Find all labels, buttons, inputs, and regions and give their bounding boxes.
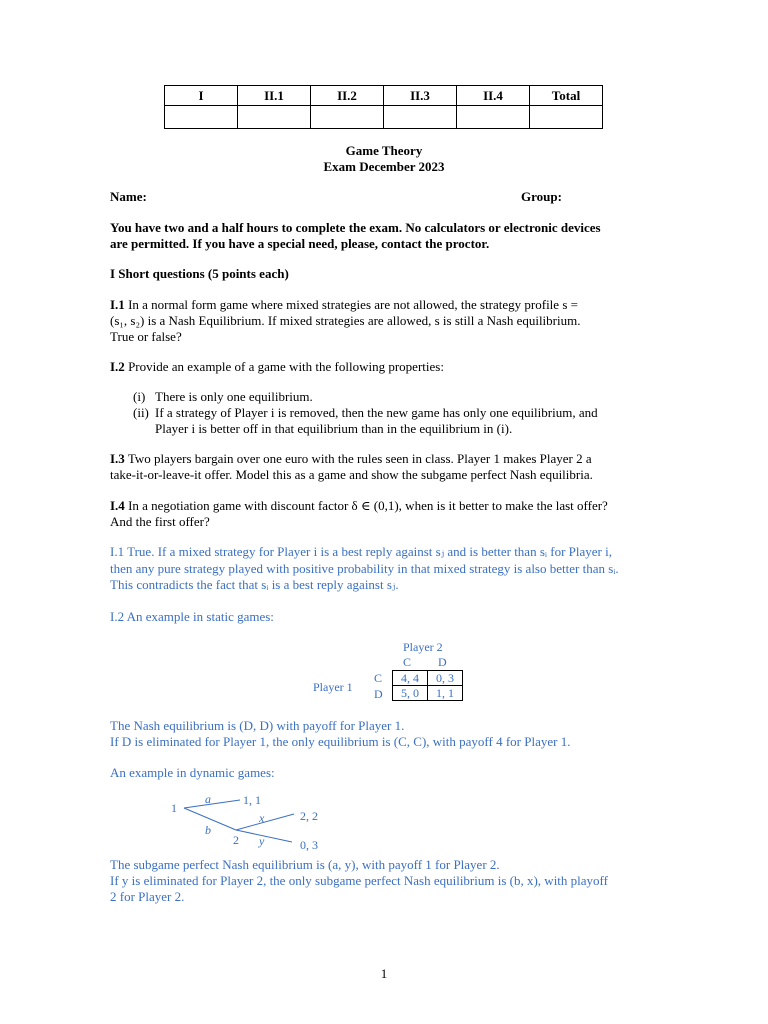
question-number: I.4 [110, 498, 125, 513]
score-table-header-row [165, 86, 603, 106]
question-1-line2: (s₁, s₂) is a Nash Equilibrium. If mixed strategies are allowed, s is still a Nash equilibrium. [110, 313, 581, 328]
question-number: I.1 [110, 297, 125, 312]
answer-text: An example in static games: [124, 609, 274, 624]
game-tree [160, 788, 340, 852]
instructions-line1: You have two and a half hours to complete the exam. No calculators or electronic devices [110, 220, 601, 235]
question-1-line3: True or false? [110, 329, 182, 344]
section-heading: I Short questions (5 points each) [110, 266, 289, 281]
payoff-matrix [392, 670, 463, 701]
tree-action-b: b [205, 823, 211, 837]
score-table [164, 85, 603, 129]
answer-1-line2: then any pure strategy played with positive probability in that mixed strategy is also better than sᵢ. [110, 561, 619, 576]
matrix-row-label-d: D [374, 687, 383, 701]
score-header-cell: II.3 [384, 86, 457, 106]
matrix-row [393, 686, 463, 701]
answer-2-dynamic-line2: If y is eliminated for Player 2, the only subgame perfect Nash equilibrium is (b, x), with playoff [110, 873, 608, 888]
list-marker-i: (i) [133, 389, 146, 404]
question-2-line1 [110, 359, 670, 375]
score-cell [311, 106, 384, 129]
answer-2-dynamic-line1: The subgame perfect Nash equilibrium is (a, y), with payoff 1 for Player 2. [110, 857, 500, 872]
score-header-cell: II.1 [238, 86, 311, 106]
matrix-row [393, 671, 463, 686]
answer-number: I.1 [110, 544, 125, 559]
question-number: I.2 [110, 359, 125, 374]
tree-action-a: a [205, 792, 211, 806]
group-label: Group: [521, 189, 562, 204]
list-item-ii-line1: If a strategy of Player i is removed, then the new game has only one equilibrium, and [155, 405, 598, 420]
question-3-line2: take-it-or-leave-it offer. Model this as a game and show the subgame perfect Nash equilibria. [110, 467, 593, 482]
question-1-line1 [110, 297, 670, 313]
question-3-line1 [110, 451, 670, 467]
score-header-cell: Total [530, 86, 603, 106]
list-item-ii-line2: Player i is better off in that equilibrium than in the equilibrium in (i). [155, 421, 513, 436]
answer-2-dynamic-line3: 2 for Player 2. [110, 889, 185, 904]
question-text: Provide an example of a game with the following properties: [124, 359, 444, 374]
name-label: Name: [110, 189, 147, 204]
answer-number: I.2 [110, 609, 125, 624]
answer-text: True. If a mixed strategy for Player i is a best reply against sⱼ and is better than sᵢ for Player i, [124, 544, 612, 559]
matrix-row-label-c: C [374, 671, 383, 685]
answer-1-line1 [110, 544, 670, 560]
instructions-line2: are permitted. If you have a special need, please, contact the proctor. [110, 236, 490, 251]
answer-1-line3: This contradicts the fact that sᵢ is a best reply against sⱼ. [110, 577, 399, 592]
matrix-cell: 0, 3 [428, 671, 463, 686]
matrix-player2-label: Player 2 [403, 640, 443, 654]
matrix-col-label-d: D [438, 655, 447, 669]
question-4-line1 [110, 498, 670, 514]
title-line2: Exam December 2023 [323, 159, 445, 174]
score-cell [457, 106, 530, 129]
score-cell [165, 106, 238, 129]
matrix-col-label-c: C [403, 655, 412, 669]
matrix-cell: 1, 1 [428, 686, 463, 701]
question-4-line2: And the first offer? [110, 514, 210, 529]
score-header-cell: I [165, 86, 238, 106]
tree-branch-a [184, 800, 240, 808]
matrix-cell: 4, 4 [393, 671, 428, 686]
exam-title [0, 143, 768, 175]
matrix-player1-label: Player 1 [313, 680, 353, 694]
tree-branch-x [236, 814, 294, 830]
list-marker-ii: (ii) [133, 405, 149, 420]
question-number: I.3 [110, 451, 125, 466]
tree-action-y: y [259, 834, 265, 848]
score-header-cell: II.4 [457, 86, 530, 106]
question-text: In a normal form game where mixed strategies are not allowed, the strategy profile s = [124, 297, 578, 312]
question-text: In a negotiation game with discount factor δ ∈ (0,1), when is it better to make the last offer? [124, 498, 608, 513]
tree-payoff-x: 2, 2 [300, 809, 318, 823]
matrix-cell: 5, 0 [393, 686, 428, 701]
tree-action-x: x [259, 811, 265, 825]
page-number: 1 [380, 966, 388, 981]
score-cell [530, 106, 603, 129]
score-header-cell: II.2 [311, 86, 384, 106]
tree-payoff-y: 0, 3 [300, 838, 318, 852]
answer-2-intro [110, 609, 670, 625]
answer-2-dynamic-intro: An example in dynamic games: [110, 765, 275, 780]
score-cell [238, 106, 311, 129]
question-text: Two players bargain over one euro with the rules seen in class. Player 1 makes Player 2 a [124, 451, 592, 466]
title-line1: Game Theory [345, 143, 423, 158]
score-cell [384, 106, 457, 129]
tree-payoff-a: 1, 1 [243, 793, 261, 807]
answer-2-static-line2: If D is eliminated for Player 1, the only equilibrium is (C, C), with payoff 4 for Player 1. [110, 734, 571, 749]
answer-2-static-line1: The Nash equilibrium is (D, D) with payoff for Player 1. [110, 718, 405, 733]
list-item-i: There is only one equilibrium. [155, 389, 313, 404]
tree-node-1: 1 [171, 801, 177, 815]
score-table-empty-row [165, 106, 603, 129]
tree-node-2: 2 [233, 833, 239, 847]
